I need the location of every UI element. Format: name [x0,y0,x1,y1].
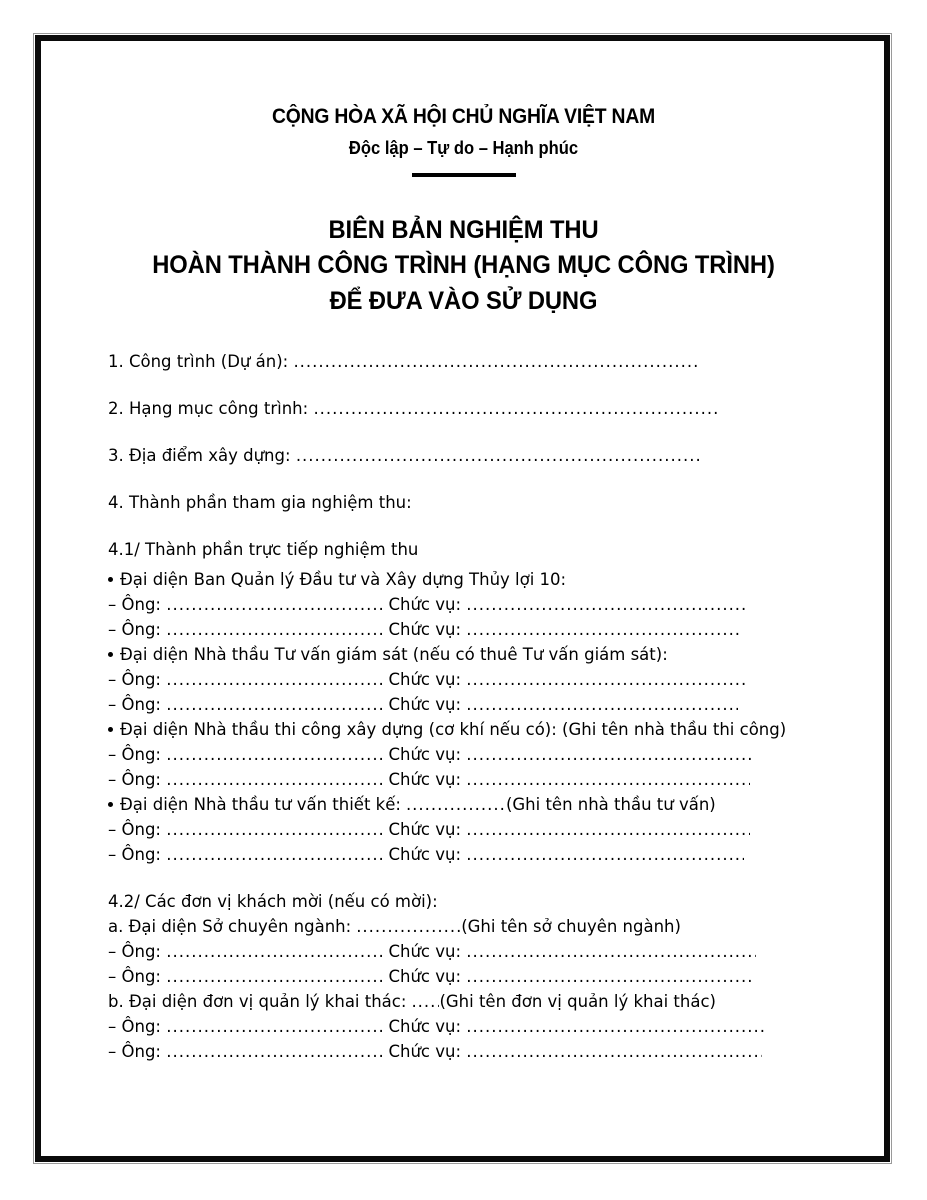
bullet-icon [108,577,113,582]
person-name-label: – Ông: [108,770,161,790]
bullet-label-designer-prefix: Đại diện Nhà thầu tư vấn thiết kế: [120,795,401,815]
person-role-leader[interactable] [466,842,744,867]
motto-divider [412,173,516,177]
person-name-leader[interactable] [166,742,383,767]
person-name-leader[interactable] [166,1039,383,1064]
bullet-label-owner: Đại diện Ban Quản lý Đầu tư và Xây dựng Thủy lợi 10: [120,570,567,590]
person-role-label: Chức vụ: [388,967,462,987]
person-name-leader[interactable] [166,842,383,867]
field-row-project [108,349,827,374]
person-role-label: Chức vụ: [388,1017,462,1037]
document-body [0,349,927,1064]
bullet-icon [108,652,113,657]
person-role-leader[interactable] [466,617,740,642]
person-name-leader[interactable] [166,817,383,842]
section-heading-41 [108,537,827,562]
person-name-label: – Ông: [108,1017,161,1037]
person-role-leader[interactable] [466,742,754,767]
person-name-leader[interactable] [166,767,383,792]
person-name-leader[interactable] [166,692,383,717]
national-header [0,0,927,177]
bullet-label-designer-suffix: (Ghi tên nhà thầu tư vấn) [505,795,716,815]
person-row [108,592,827,617]
person-name-leader[interactable] [166,939,383,964]
person-name-label: – Ông: [108,820,161,840]
person-row [108,1014,827,1039]
guest-row-department [108,914,827,939]
section-41-title: 4.1/ Thành phần trực tiếp nghiệm thu [108,540,419,560]
guest-leader-department[interactable] [356,914,461,939]
person-role-leader[interactable] [466,692,738,717]
person-name-leader[interactable] [166,617,383,642]
person-row [108,692,827,717]
person-role-label: Chức vụ: [388,1042,462,1062]
bullet-icon [108,802,113,807]
person-role-label: Chức vụ: [388,695,462,715]
person-role-leader[interactable] [466,1039,762,1064]
guest-leader-operator[interactable] [411,989,439,1014]
person-row [108,842,827,867]
bullet-row-designer [108,792,827,817]
person-name-leader[interactable] [166,667,383,692]
section-42-title: 4.2/ Các đơn vị khách mời (nếu có mời): [108,892,438,912]
title-line-1: BIÊN BẢN NGHIỆM THU [328,215,599,244]
guest-row-operator [108,989,827,1014]
person-row [108,767,827,792]
bullet-row-owner [108,567,827,592]
person-row [108,817,827,842]
field-label-workitem: 2. Hạng mục công trình: [108,399,309,419]
guest-label-department-prefix: a. Đại diện Sở chuyên ngành: [108,917,352,937]
person-role-leader[interactable] [466,817,750,842]
document-title [0,213,927,320]
person-name-leader[interactable] [166,964,383,989]
bullet-row-contractor [108,717,827,742]
person-name-label: – Ông: [108,620,161,640]
person-name-leader[interactable] [166,592,383,617]
title-line-2: HOÀN THÀNH CÔNG TRÌNH (HẠNG MỤC CÔNG TRÌNH) [152,251,775,280]
bullet-leader-designer[interactable] [406,792,506,817]
nation-name: CỘNG HÒA XÃ HỘI CHỦ NGHĨA VIỆT NAM [271,105,656,128]
person-role-label: Chức vụ: [388,942,462,962]
title-line-3: ĐỂ ĐƯA VÀO SỬ DỤNG [329,286,598,315]
person-role-label: Chức vụ: [388,845,462,865]
person-row [108,742,827,767]
bullet-icon [108,727,113,732]
person-row [108,939,827,964]
guest-label-operator-suffix: (Ghi tên đơn vị quản lý khai thác) [439,992,716,1012]
person-role-label: Chức vụ: [388,620,462,640]
field-leader-workitem[interactable] [313,396,719,421]
person-role-label: Chức vụ: [388,745,462,765]
person-role-leader[interactable] [466,592,746,617]
field-leader-project[interactable] [293,349,701,374]
person-row [108,1039,827,1064]
guest-label-operator-prefix: b. Đại diện đơn vị quản lý khai thác: [108,992,407,1012]
person-row [108,964,827,989]
person-name-label: – Ông: [108,942,161,962]
person-role-label: Chức vụ: [388,595,462,615]
person-role-leader[interactable] [466,939,756,964]
field-leader-location[interactable] [296,443,699,468]
person-role-leader[interactable] [466,767,750,792]
guest-label-department-suffix: (Ghi tên sở chuyên ngành) [461,917,681,937]
field-label-location: 3. Địa điểm xây dựng: [108,446,291,466]
person-row [108,617,827,642]
field-row-workitem [108,396,827,421]
person-name-label: – Ông: [108,695,161,715]
section-heading-42 [108,889,827,914]
bullet-label-contractor: Đại diện Nhà thầu thi công xây dựng (cơ khí nếu có): (Ghi tên nhà thầu thi công) [120,720,787,740]
person-role-label: Chức vụ: [388,820,462,840]
person-role-leader[interactable] [466,667,746,692]
person-name-label: – Ông: [108,745,161,765]
person-name-label: – Ông: [108,595,161,615]
national-motto: Độc lập – Tự do – Hạnh phúc [348,138,579,159]
person-role-leader[interactable] [466,964,753,989]
field-label-project: 1. Công trình (Dự án): [108,352,289,372]
person-name-label: – Ông: [108,845,161,865]
field-row-participants [108,490,827,515]
person-name-leader[interactable] [166,1014,383,1039]
person-row [108,667,827,692]
person-name-label: – Ông: [108,967,161,987]
field-label-participants: 4. Thành phần tham gia nghiệm thu: [108,493,412,513]
person-role-label: Chức vụ: [388,670,462,690]
bullet-row-supervisor [108,642,827,667]
field-row-location [108,443,827,468]
person-name-label: – Ông: [108,1042,161,1062]
person-name-label: – Ông: [108,670,161,690]
bullet-label-supervisor: Đại diện Nhà thầu Tư vấn giám sát (nếu có thuê Tư vấn giám sát): [120,645,668,665]
person-role-leader[interactable] [466,1014,766,1039]
person-role-label: Chức vụ: [388,770,462,790]
